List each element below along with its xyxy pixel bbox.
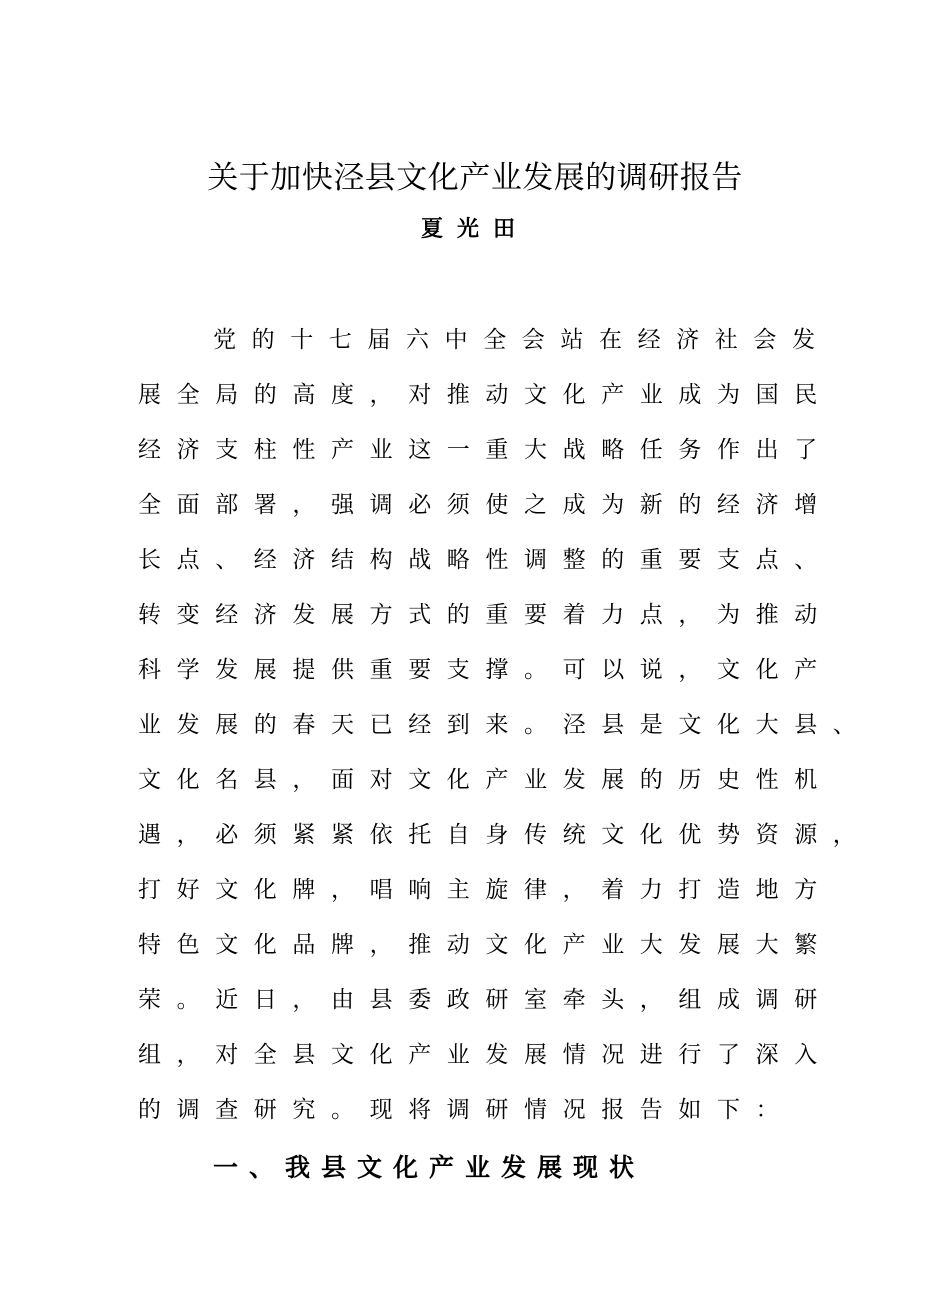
paragraph-line: 全面部署，强调必须使之成为新的经济增 — [138, 492, 833, 518]
paragraph-line: 文化名县，面对文化产业发展的历史性机 — [138, 767, 833, 793]
paragraph-line: 业发展的春天已经到来。泾县是文化大县、 — [138, 712, 872, 738]
paragraph-line: 特色文化品牌，推动文化产业大发展大繁 — [138, 932, 833, 958]
section-heading: 一、我县文化产业发展现状 — [213, 1153, 646, 1182]
intro-paragraph — [138, 313, 871, 1138]
document-title: 关于加快泾县文化产业发展的调研报告 — [207, 160, 743, 196]
paragraph-line: 组，对全县文化产业发展情况进行了深入 — [138, 1042, 833, 1068]
paragraph-line: 遇，必须紧紧依托自身传统文化优势资源， — [138, 822, 872, 848]
paragraph-line: 荣。近日，由县委政研室牵头，组成调研 — [138, 987, 833, 1013]
paragraph-line: 经济支柱性产业这一重大战略任务作出了 — [138, 437, 833, 463]
document-author: 夏光田 — [420, 216, 529, 242]
paragraph-line: 长点、经济结构战略性调整的重要支点、 — [138, 547, 833, 573]
paragraph-line: 转变经济发展方式的重要着力点，为推动 — [138, 602, 833, 628]
paragraph-line: 科学发展提供重要支撑。可以说，文化产 — [138, 657, 833, 683]
paragraph-line: 打好文化牌，唱响主旋律，着力打造地方 — [138, 877, 833, 903]
paragraph-line: 的调查研究。现将调研情况报告如下： — [138, 1097, 795, 1123]
paragraph-line: 展全局的高度，对推动文化产业成为国民 — [138, 382, 833, 408]
paragraph-line: 党的十七届六中全会站在经济社会发 — [213, 327, 831, 353]
